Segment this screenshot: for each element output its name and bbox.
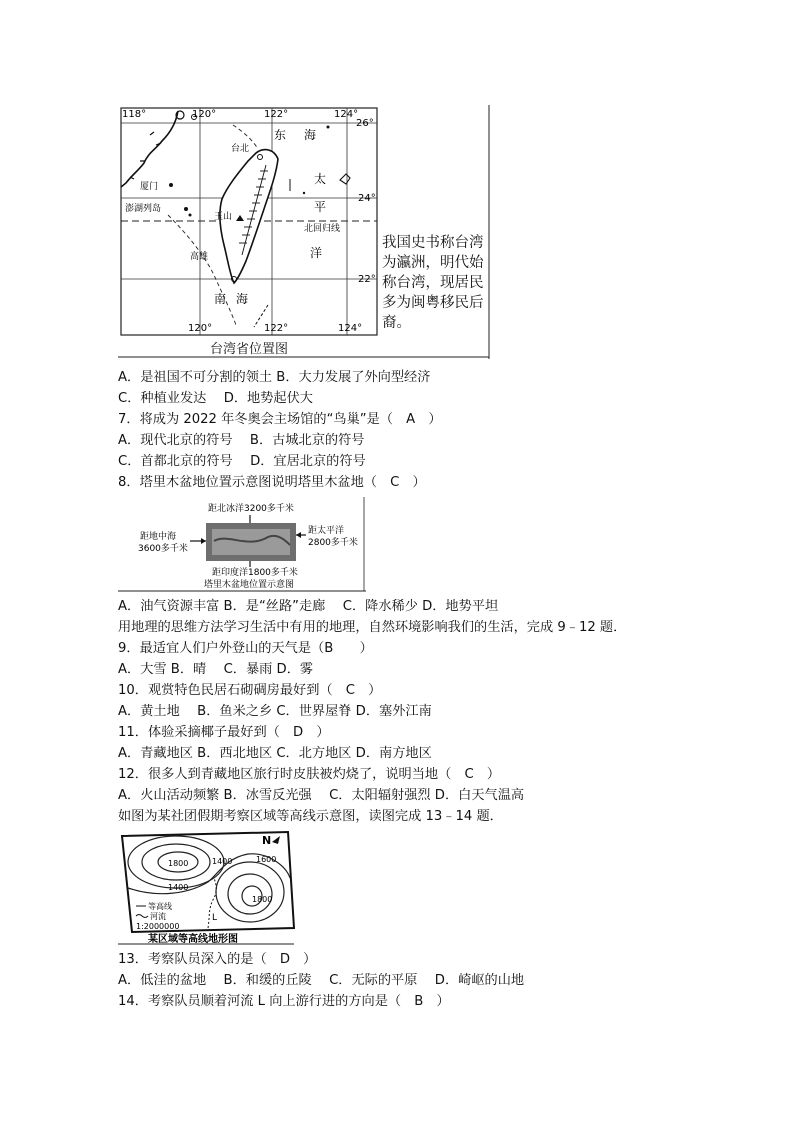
lat-26: 26°	[356, 118, 374, 129]
q8-stem: 8．塔里木盆地位置示意图说明塔里木盆地（ C ）	[118, 475, 426, 490]
q13-options: A．低洼的盆地 B．和缓的丘陵 C．无际的平原 D．崎岖的山地	[118, 973, 525, 988]
legend-contour: 等高线	[148, 902, 172, 911]
side-text-line: 裔。	[382, 315, 411, 331]
q14-stem: 14．考察队员顺着河流 L 向上游行进的方向是（ B ）	[118, 994, 450, 1009]
q12-stem: 12．很多人到青藏地区旅行时皮肤被灼烧了，说明当地（ C ）	[118, 767, 501, 782]
contour-label-1600: 1600	[256, 855, 277, 864]
label-yushan: 玉山	[214, 212, 233, 222]
side-text-line: 为瀛洲，明代始	[382, 255, 484, 271]
tarim-west-2: 3600多千米	[138, 544, 188, 554]
q6-options-line-2: C．种植业发达 D．地势起伏大	[118, 391, 313, 406]
lon-122-bottom: 122°	[264, 323, 289, 334]
contour-caption: 某区域等高线地形图	[148, 934, 238, 945]
label-tai: 太	[314, 172, 327, 186]
taiwan-side-text	[382, 233, 492, 333]
legend-river: 河流	[150, 912, 166, 921]
label-yang: 洋	[310, 246, 323, 260]
contour-label-1400-mid: 1400	[168, 883, 189, 892]
label-kaohsiung: 高雄	[190, 252, 209, 262]
tarim-north: 距北冰洋3200多千米	[208, 504, 294, 514]
side-text-line: 多为闽粤移民后	[382, 295, 484, 311]
lon-122-top: 122°	[264, 109, 289, 120]
tarim-figure	[118, 497, 368, 593]
q9-options: A．大雪 B．晴 C．暴雨 D．雾	[118, 662, 314, 677]
q12-options: A．火山活动频繁 B．冰雪反光强 C．太阳辐射强烈 D．白天气温高	[118, 788, 525, 803]
q7-options-line-2: C．首都北京的符号 D．宜居北京的符号	[118, 454, 366, 469]
label-xiamen: 厦门	[140, 182, 159, 192]
label-penghu: 澎湖列岛	[125, 204, 162, 214]
q7-options-line-1: A．现代北京的符号 B．古城北京的符号	[118, 433, 365, 448]
lon-118: 118°	[122, 109, 147, 120]
tarim-diagram	[118, 497, 368, 593]
north-label: N	[262, 834, 272, 847]
contour-label-1400-top: 1400	[212, 857, 233, 866]
q10-stem: 10．观赏特色民居石砌碉房最好到（ C ）	[118, 683, 382, 698]
river-label: L	[212, 913, 218, 923]
lat-24: 24°	[358, 193, 376, 204]
lon-124-bottom: 124°	[338, 323, 363, 334]
tarim-caption: 塔里木盆地位置示意图	[204, 580, 295, 590]
tarim-west-1: 距地中海	[140, 532, 177, 542]
lon-120-top: 120°	[192, 109, 217, 120]
legend-scale: 1:2000000	[136, 922, 180, 931]
label-east-sea: 海	[304, 128, 317, 142]
q9-stem: 9．最适宜人们户外登山的天气是（B ）	[118, 641, 373, 656]
taiwan-map-figure	[118, 105, 492, 359]
contour-map	[118, 828, 296, 946]
q11-options: A．青藏地区 B．西北地区 C．北方地区 D．南方地区	[118, 746, 432, 761]
q8-options: A．油气资源丰富 B．是“丝路”走廊 C．降水稀少 D．地势平坦	[118, 599, 499, 614]
contour-label-1800-left: 1800	[168, 859, 189, 868]
q10-options: A．黄土地 B．鱼米之乡 C．世界屋脊 D．塞外江南	[118, 704, 432, 719]
label-south: 南	[214, 292, 227, 306]
q6-options-line-1: A．是祖国不可分割的领土 B．大力发展了外向型经济	[118, 370, 431, 385]
side-text-line: 我国史书称台湾	[382, 235, 484, 251]
tarim-east-1: 距太平洋	[308, 526, 345, 536]
contour-label-1800-right: 1800	[252, 895, 273, 904]
label-east: 东	[274, 128, 287, 142]
intro-9-12: 用地理的思维方法学习生活中有用的地理，自然环境影响我们的生活，完成 9﹣12 题．	[118, 620, 627, 635]
lon-124-top: 124°	[334, 109, 359, 120]
label-south-sea: 海	[236, 292, 249, 306]
label-tropic: 北回归线	[304, 224, 341, 234]
label-taipei: 台北	[231, 144, 250, 154]
tarim-east-2: 2800多千米	[308, 538, 358, 548]
contour-map-figure	[118, 828, 296, 946]
side-text-line: 称台湾，现居民	[382, 275, 484, 291]
intro-13-14: 如图为某社团假期考察区域等高线示意图，读图完成 13﹣14 题．	[118, 809, 503, 824]
lat-22: 22°	[358, 274, 376, 285]
taiwan-map-caption: 台湾省位置图	[210, 342, 289, 357]
q7-stem: 7．将成为 2022 年冬奥会主场馆的“鸟巢”是（ A ）	[118, 412, 442, 427]
tarim-south: 距印度洋1800多千米	[212, 568, 298, 578]
lon-120-bottom: 120°	[188, 323, 213, 334]
label-ping: 平	[314, 200, 327, 214]
q13-stem: 13．考察队员深入的是（ D ）	[118, 952, 317, 967]
q11-stem: 11．体验采摘椰子最好到（ D ）	[118, 725, 330, 740]
